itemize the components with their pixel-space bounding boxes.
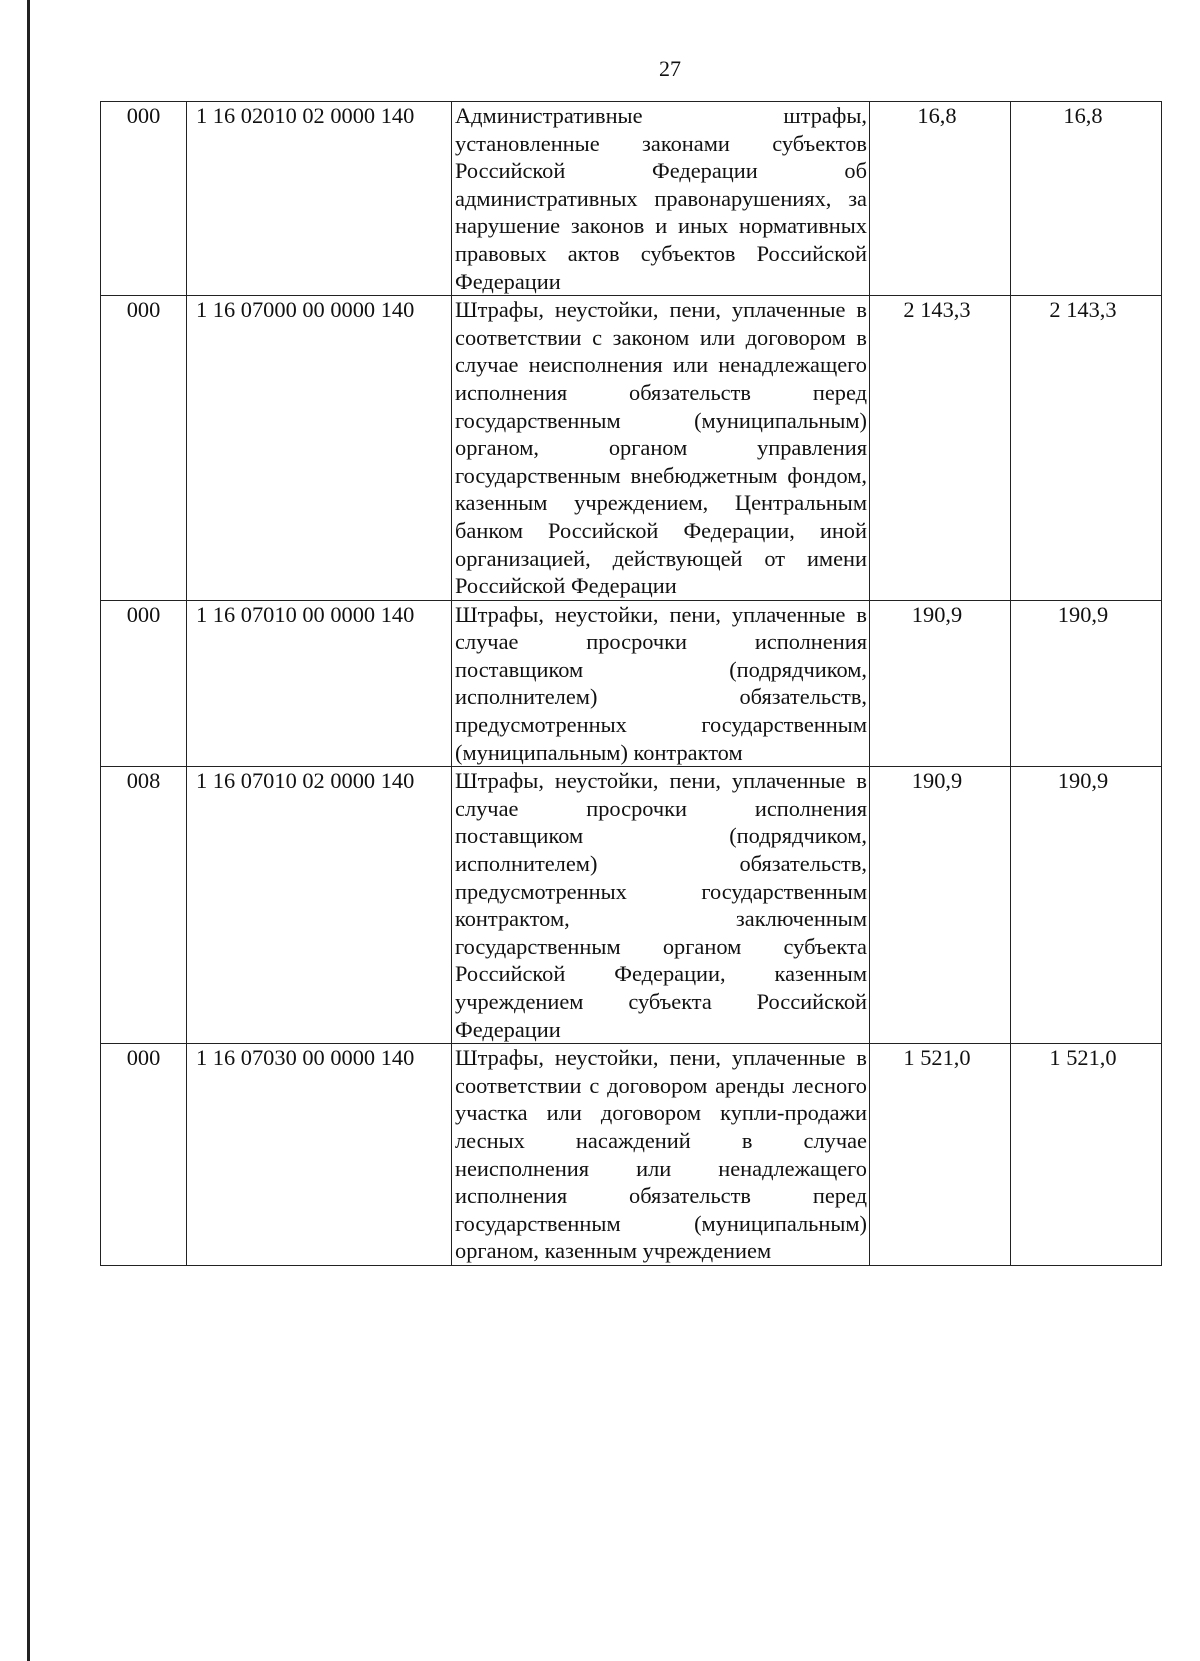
- amount-1: 190,9: [911, 601, 963, 627]
- page-number: 27: [659, 56, 681, 81]
- amount-cell-2: [1011, 296, 1162, 601]
- amount-cell-2: [1011, 767, 1162, 1044]
- table-row: [101, 102, 1162, 296]
- revenue-name-cell: Штрафы, неустойки, пени, уплаченные в соответствии с законом или договором в случае неисполнения или ненадлежащего исполнения обязательств перед государственным (муниципальным) органом, органом управления государственным внебюджетным фондом, казенным учреждением, Центральным банком Российской Федерации, иной организацией, действующей от имени Российской Федерации: [452, 296, 870, 601]
- page-binding-line: [27, 0, 30, 1661]
- amount-cell-1: [870, 296, 1011, 601]
- amount-2: 16,8: [1063, 103, 1103, 128]
- admin-code-cell: 000: [101, 102, 187, 296]
- revenue-name-cell: Штрафы, неустойки, пени, уплаченные в случае просрочки исполнения поставщиком (подрядчиком, исполнителем) обязательств, предусмотренных государственным контрактом, заключенным государственным органом субъекта Российской Федерации, казенным учреждением субъекта Российской Федерации: [452, 767, 870, 1044]
- amount-cell-2: [1011, 600, 1162, 767]
- amount-cell-2: [1011, 1044, 1162, 1266]
- admin-code-cell: 000: [101, 296, 187, 601]
- amount-1: 190,9: [911, 768, 963, 794]
- amount-cell-1: [870, 767, 1011, 1044]
- table-row: [101, 296, 1162, 601]
- amount-cell-2: [1011, 102, 1162, 296]
- admin-code-cell: 008: [101, 767, 187, 1044]
- amount-2: 1 521,0: [1049, 1045, 1117, 1071]
- budget-code-cell: 1 16 02010 02 0000 140: [187, 102, 452, 296]
- admin-code-cell: 000: [101, 600, 187, 767]
- amount-1: 1 521,0: [903, 1045, 971, 1071]
- amount-cell-1: [870, 600, 1011, 767]
- amount-cell-1: [870, 1044, 1011, 1266]
- table-row: [101, 600, 1162, 767]
- amount-2: 190,9: [1057, 601, 1109, 627]
- amount-cell-1: [870, 102, 1011, 296]
- budget-code-cell: 1 16 07030 00 0000 140: [187, 1044, 452, 1266]
- amount-2: 190,9: [1057, 768, 1109, 794]
- amount-2: 2 143,3: [1049, 297, 1117, 323]
- admin-code-cell: 000: [101, 1044, 187, 1266]
- budget-code-cell: 1 16 07000 00 0000 140: [187, 296, 452, 601]
- revenue-name-cell: Штрафы, неустойки, пени, уплаченные в соответствии с договором аренды лесного участка или договором купли-продажи лесных насаждений в случае неисполнения или ненадлежащего исполнения обязательств перед государственным (муниципальным) органом, казенным учреждением: [452, 1044, 870, 1266]
- budget-code-cell: 1 16 07010 02 0000 140: [187, 767, 452, 1044]
- table-row: [101, 767, 1162, 1044]
- table-row: [101, 1044, 1162, 1266]
- revenue-name-cell: Штрафы, неустойки, пени, уплаченные в случае просрочки исполнения поставщиком (подрядчиком, исполнителем) обязательств, предусмотренных государственным (муниципальным) контрактом: [452, 600, 870, 767]
- amount-1: 16,8: [917, 103, 957, 128]
- amount-1: 2 143,3: [903, 297, 971, 323]
- budget-code-cell: 1 16 07010 00 0000 140: [187, 600, 452, 767]
- revenue-name-cell: Административные штрафы, установленные законами субъектов Российской Федерации об административных правонарушениях, за нарушение законов и иных нормативных правовых актов субъектов Российской Федерации: [452, 102, 870, 296]
- budget-table: [100, 101, 1162, 1266]
